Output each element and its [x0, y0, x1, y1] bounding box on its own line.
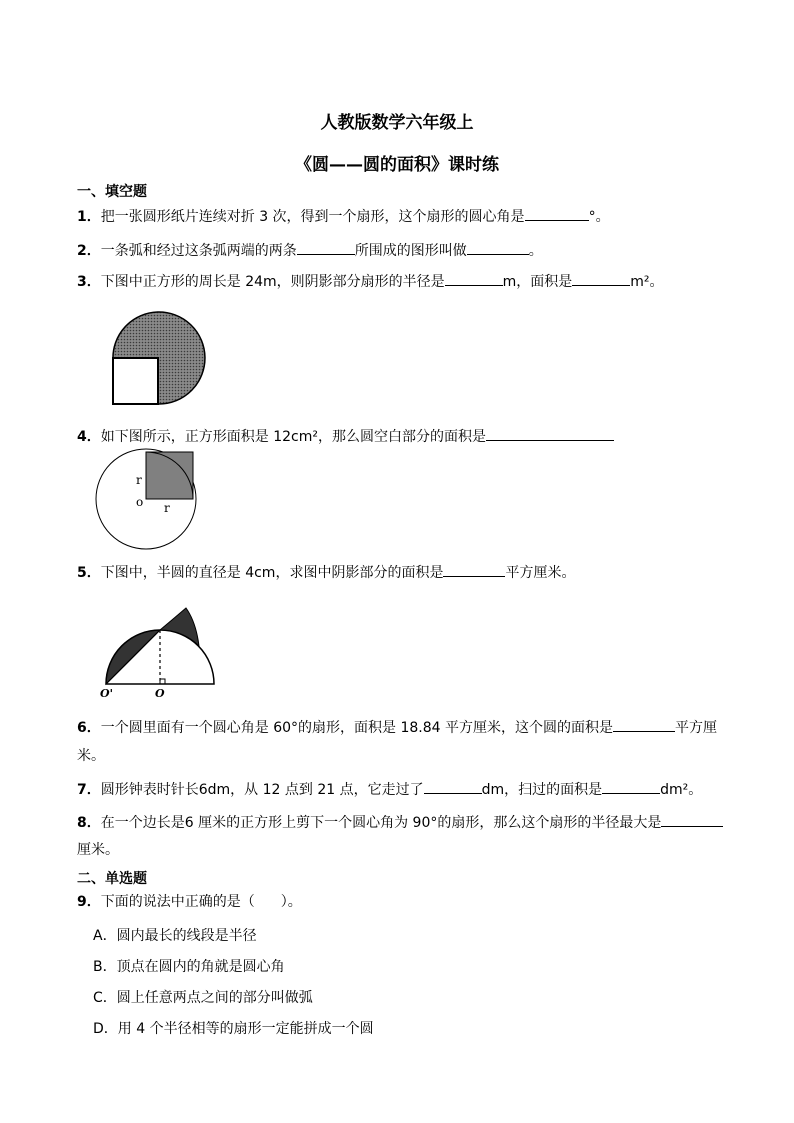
option-b[interactable]: B．顶点在圆内的角就是圆心角: [93, 959, 285, 975]
question-4: [77, 425, 614, 447]
question-number: 4．: [77, 429, 101, 445]
question-text: 下面的说法中正确的是（: [100, 894, 255, 910]
shaded-square: [146, 452, 193, 499]
question-number: 6．: [77, 720, 101, 736]
question-number: 1．: [77, 209, 101, 225]
question-number: 3．: [77, 274, 101, 290]
answer-blank[interactable]: [297, 239, 355, 255]
question-7: [77, 778, 702, 800]
answer-blank[interactable]: [613, 716, 675, 732]
question-text: 平方厘: [675, 720, 717, 736]
question-text: 所围成的图形叫做: [354, 243, 467, 259]
question-3: [77, 270, 664, 292]
question-text: 。: [528, 243, 543, 259]
question-text: 一个圆里面有一个圆心角是 60°的扇形，面积是 18.84 平方厘米，这个圆的面积是: [100, 720, 613, 736]
question-text: 在一个边长是6 厘米的正方形上剪下一个圆心角为 90°的扇形，那么这个扇形的半径最大是: [100, 815, 662, 831]
question-text: 把一张圆形纸片连续对折 3 次，得到一个扇形，这个扇形的圆心角是: [100, 209, 525, 225]
question-8: [77, 811, 723, 833]
option-a[interactable]: A．圆内最长的线段是半径: [93, 928, 257, 944]
answer-blank[interactable]: [467, 239, 529, 255]
figure-5-semicircle: [98, 604, 218, 700]
shaded-right: [160, 608, 199, 646]
square: [113, 358, 158, 404]
option-c[interactable]: C．圆上任意两点之间的部分叫做弧: [93, 990, 313, 1006]
question-text: 下图中正方形的周长是 24m，则阴影部分扇形的半径是: [100, 274, 445, 290]
question-9: [77, 892, 302, 912]
question-text: dm，扫过的面积是: [481, 782, 603, 798]
question-6: [77, 716, 717, 738]
page-subtitle: 《圆——圆的面积》课时练: [295, 155, 499, 175]
label-o-prime: O': [100, 687, 113, 700]
question-8-line-2: 厘米。: [77, 842, 119, 858]
answer-blank[interactable]: [602, 778, 660, 794]
question-1: [77, 205, 610, 227]
section-single-choice: 二、单选题: [77, 871, 147, 887]
figure-3-sector-square: [105, 308, 215, 412]
answer-blank[interactable]: [424, 778, 482, 794]
question-text: 下图中，半圆的直径是 4cm，求图中阴影部分的面积是: [100, 565, 444, 581]
option-d[interactable]: D．用 4 个半径相等的扇形一定能拼成一个圆: [93, 1021, 374, 1037]
question-text: ）。: [280, 894, 302, 910]
question-number: 2．: [77, 243, 101, 259]
question-text: °。: [588, 209, 610, 225]
question-5: [77, 561, 575, 583]
question-text: dm²。: [660, 782, 703, 798]
page-title: 人教版数学六年级上: [320, 113, 474, 133]
question-2: [77, 239, 543, 261]
answer-blank[interactable]: [661, 811, 723, 827]
answer-blank[interactable]: [486, 425, 614, 441]
question-text: 圆形钟表时针长6dm，从 12 点到 21 点，它走过了: [100, 782, 424, 798]
question-number: 7．: [77, 782, 101, 798]
figure-4-circle-square: [94, 448, 206, 552]
question-number: 9．: [77, 894, 101, 910]
question-text: 平方厘米。: [505, 565, 576, 581]
section-fill-in: 一、填空题: [77, 184, 147, 200]
question-text: 如下图所示，正方形面积是 12cm²，那么圆空白部分的面积是: [100, 429, 486, 445]
question-text: 一条弧和经过这条弧两端的两条: [100, 243, 297, 259]
question-text: m，面积是: [502, 274, 573, 290]
answer-blank[interactable]: [445, 270, 503, 286]
question-6-line-2: 米。: [77, 748, 105, 764]
answer-blank[interactable]: [572, 270, 630, 286]
answer-blank[interactable]: [443, 561, 505, 577]
question-number: 5．: [77, 565, 101, 581]
label-o: o: [136, 495, 144, 509]
label-o: O: [155, 687, 165, 700]
label-r-vertical: r: [136, 473, 142, 487]
question-number: 8．: [77, 815, 101, 831]
question-text: m²。: [630, 274, 664, 290]
label-r-horizontal: r: [164, 501, 170, 515]
answer-blank[interactable]: [525, 205, 589, 221]
